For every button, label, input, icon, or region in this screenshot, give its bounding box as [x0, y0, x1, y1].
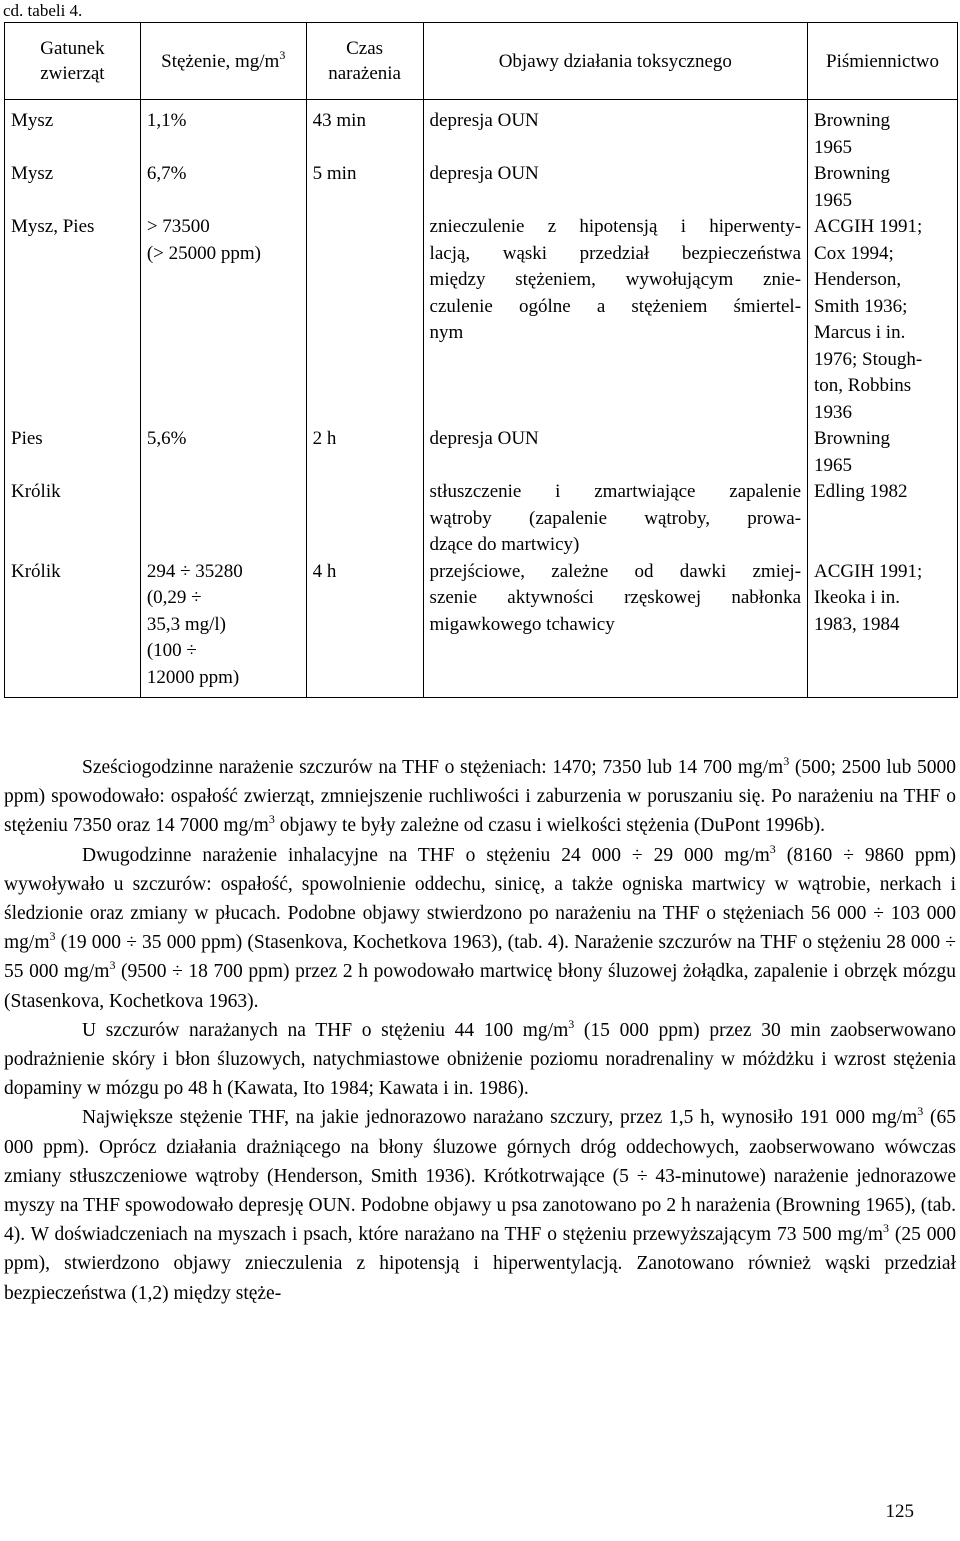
cell-exposure-time: 2 h: [306, 426, 423, 479]
header-exposure-time: Czas narażenia: [306, 23, 423, 100]
table-row: [5, 161, 958, 214]
cell-toxic-effects: stłuszczenie i zmartwiające zapalenie wątroby (zapalenie wątroby, prowa- dzące do martwicy): [423, 479, 807, 559]
toxicity-table: [4, 22, 958, 698]
header-references: Piśmiennictwo: [808, 23, 958, 100]
cell-references: ACGIH 1991; Ikeoka i in. 1983, 1984: [808, 559, 958, 698]
paragraph-2: Dwugodzinne narażenie inhalacyjne na THF o stężeniu 24 000 ÷ 29 000 $mg/m^3$ (8160 ÷ 9860 ppm) wywoływało u szczurów: ospałość, spowolnienie oddechu, sinicę, a także ogniska martwicy w wątrobie, nerkach i śledzionie oraz zmiany w płucach. Podobne objawy stwierdzono po narażeniu na THF o stężeniach 56 000 ÷ 103 000 $mg/m^3$ (19 000 ÷ 35 000 ppm) (Stasenkova, Kochetkova 1963), (tab. 4). Narażenie szczurów na THF o stężeniu 28 000 ÷ 55 000 $mg/m^3$ (9500 ÷ 18 700 ppm) przez 2 h powodowało martwicę błony śluzowej żołądka, zapalenie i obrzęk mózgu (Stasenkova, Kochetkova 1963).: [4, 841, 956, 1012]
table-row: [5, 214, 958, 426]
header-concentration: Stężenie, $mg/m^3$: [140, 23, 306, 100]
cell-references: Browning 1965: [808, 426, 958, 479]
body-text: [4, 753, 956, 1308]
table-row: [5, 426, 958, 479]
cell-species: Mysz, Pies: [5, 214, 141, 426]
cell-concentration: > 73500 (> 25000 ppm): [140, 214, 306, 426]
cell-species: Mysz: [5, 100, 141, 162]
cell-concentration: 5,6%: [140, 426, 306, 479]
cell-exposure-time: [306, 214, 423, 426]
cell-concentration: [140, 479, 306, 559]
cell-toxic-effects: depresja OUN: [423, 426, 807, 479]
cell-toxic-effects: znieczulenie z hipotensją i hiperwenty- lacją, wąski przedział bezpieczeństwa między stężeniem, wywołującym znie- czulenie ogólne a stężeniem śmiertel- nym: [423, 214, 807, 426]
cell-references: Browning 1965: [808, 161, 958, 214]
cell-species: Pies: [5, 426, 141, 479]
cell-toxic-effects: przejściowe, zależne od dawki zmiej- szenie aktywności rzęskowej nabłonka migawkowego tchawicy: [423, 559, 807, 698]
page-number: 125: [885, 1501, 914, 1522]
table-continuation-label: cd. tabeli 4.: [3, 1, 83, 20]
cell-concentration: 6,7%: [140, 161, 306, 214]
cell-concentration: 1,1%: [140, 100, 306, 162]
cell-exposure-time: 43 min: [306, 100, 423, 162]
cell-exposure-time: [306, 479, 423, 559]
cell-exposure-time: 5 min: [306, 161, 423, 214]
cell-species: Mysz: [5, 161, 141, 214]
table-row: [5, 559, 958, 698]
cell-exposure-time: 4 h: [306, 559, 423, 698]
cell-toxic-effects: depresja OUN: [423, 161, 807, 214]
header-toxic-effects: Objawy działania toksycznego: [423, 23, 807, 100]
cell-references: Browning 1965: [808, 100, 958, 162]
paragraph-3: U szczurów narażanych na THF o stężeniu 44 100 $mg/m^3$ (15 000 ppm) przez 30 min zaobserwowano podrażnienie skóry i błon śluzowych, natychmiastowe obniżenie poziomu noradrenaliny w móżdżku i wzrost stężenia dopaminy w mózgu po 48 h (Kawata, Ito 1984; Kawata i in. 1986).: [4, 1016, 956, 1100]
cell-species: Królik: [5, 479, 141, 559]
paragraph-1: Sześciogodzinne narażenie szczurów na THF o stężeniach: 1470; 7350 lub 14 700 $mg/m^3$ (500; 2500 lub 5000 ppm) spowodowało: ospałość zwierząt, zmniejszenie ruchliwości i zaburzenia w poruszaniu się. Po narażeniu na THF o stężeniu 7350 oraz 14 7000 $mg/m^3$ objawy te były zależne od czasu i wielkości stężenia (DuPont 1996b).: [4, 754, 956, 837]
cell-species: Królik: [5, 559, 141, 698]
paragraph-4: Największe stężenie THF, na jakie jednorazowo narażano szczury, przez 1,5 h, wynosiło 191 000 $mg/m^3$ (65 000 ppm). Oprócz działania drażniącego na błony śluzowe górnych dróg oddechowych, zaobserwowano wówczas zmiany stłuszczeniowe wątroby (Henderson, Smith 1936). Krótkotrwające (5 ÷ 43-minutowe) narażenie jednorazowe myszy na THF spowodowało depresję OUN. Podobne objawy u psa zanotowano po 2 h narażenia (Browning 1965), (tab. 4). W doświadczeniach na myszach i psach, które narażano na THF o stężeniu przewyższającym 73 500 $mg/m^3$ (25 000 ppm), stwierdzono objawy znieczulenia z hipotensją i hiperwentylacją. Zanotowano również wąski przedział bezpieczeństwa (1,2) między stęże-: [4, 1104, 956, 1304]
table-row: [5, 100, 958, 162]
cell-concentration: 294 ÷ 35280 (0,29 ÷ 35,3 mg/l) (100 ÷ 12000 ppm): [140, 559, 306, 698]
table-row: [5, 479, 958, 559]
header-species: Gatunek zwierząt: [5, 23, 141, 100]
cell-references: ACGIH 1991; Cox 1994; Henderson, Smith 1936; Marcus i in. 1976; Stough- ton, Robbins 1936: [808, 214, 958, 426]
cell-references: Edling 1982: [808, 479, 958, 559]
cell-toxic-effects: depresja OUN: [423, 100, 807, 162]
table-header-row: [5, 23, 958, 100]
